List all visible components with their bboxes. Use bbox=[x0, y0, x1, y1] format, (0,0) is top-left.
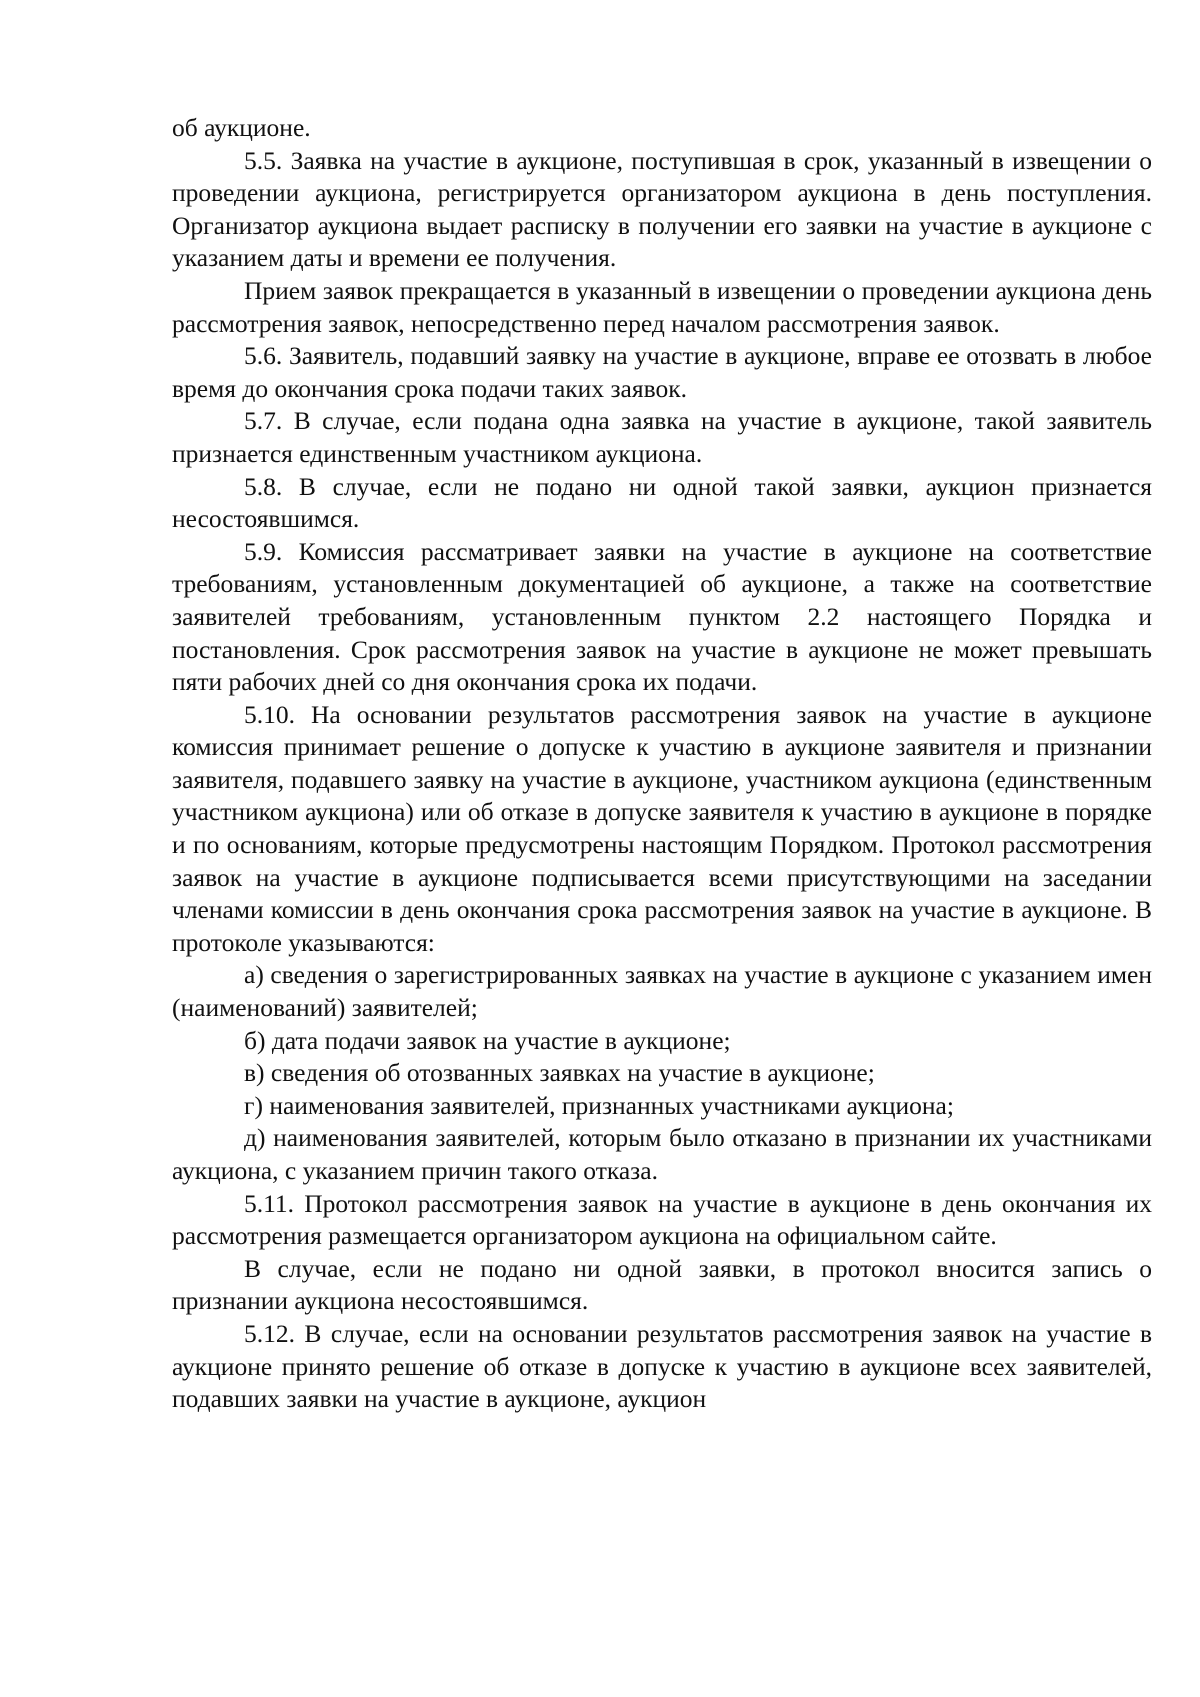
paragraph-5-5-acceptance: Прием заявок прекращается в указанный в извещении о проведении аукциона день рассмотрения заявок, непосредственно перед началом рассмотрения заявок. bbox=[172, 275, 1152, 338]
paragraph-5-8: 5.8. В случае, если не подано ни одной такой заявки, аукцион признается несостоявшимся. bbox=[172, 471, 1152, 534]
paragraph-5-11-no-bids: В случае, если не подано ни одной заявки, в протокол вносится запись о признании аукциона несостоявшимся. bbox=[172, 1253, 1152, 1316]
list-item-b: б) дата подачи заявок на участие в аукционе; bbox=[244, 1025, 731, 1055]
paragraph-5-5: 5.5. Заявка на участие в аукционе, поступившая в срок, указанный в извещении о проведении аукциона, регистрируется организатором аукциона в день поступления. Организатор аукциона выдает расписку в получении его заявки на участие в аукционе с указанием даты и времени ее получения. bbox=[172, 145, 1152, 273]
paragraph-5-11: 5.11. Протокол рассмотрения заявок на участие в аукционе в день окончания их рассмотрения размещается организатором аукциона на официальном сайте. bbox=[172, 1188, 1152, 1251]
paragraph-5-7: 5.7. В случае, если подана одна заявка на участие в аукционе, такой заявитель признается единственным участником аукциона. bbox=[172, 406, 1152, 468]
list-item-a: а) сведения о зарегистрированных заявках на участие в аукционе с указанием имен (наименований) заявителей; bbox=[172, 960, 1152, 1023]
list-item-d: д) наименования заявителей, которым было отказано в признании их участниками аукциона, с указанием причин такого отказа. bbox=[172, 1123, 1152, 1185]
paragraph-5-12: 5.12. В случае, если на основании результатов рассмотрения заявок на участие в аукционе принято решение об отказе в допуске к участию в аукционе всех заявителей, подавших заявки на участие в аукционе, аукцион bbox=[172, 1318, 1152, 1414]
paragraph-continuation: об аукционе. bbox=[172, 113, 311, 142]
list-item-v: в) сведения об отозванных заявках на участие в аукционе; bbox=[244, 1058, 875, 1088]
paragraph-5-10: 5.10. На основании результатов рассмотрения заявок на участие в аукционе комиссия принимает решение о допуске к участию в аукционе заявителя и признании заявителя, подавшего заявку на участие в аукционе, участником аукциона (единственным участником аукциона) или об отказе в допуске заявителя к участию в аукционе в порядке и по основаниям, которые предусмотрены настоящим Порядком. Протокол рассмотрения заявок на участие в аукционе подписывается всеми присутствующими на заседании членами комиссии в день окончания срока рассмотрения заявок на участие в аукционе. В протоколе указываются: bbox=[172, 699, 1152, 957]
list-item-g: г) наименования заявителей, признанных участниками аукциона; bbox=[244, 1090, 954, 1120]
document-page bbox=[172, 112, 1152, 1416]
paragraph-5-6: 5.6. Заявитель, подавший заявку на участие в аукционе, вправе ее отозвать в любое время до окончания срока подачи таких заявок. bbox=[172, 341, 1152, 403]
paragraph-5-9: 5.9. Комиссия рассматривает заявки на участие в аукционе на соответствие требованиям, установленным документацией об аукционе, а также на соответствие заявителей требованиям, установленным пунктом 2.2 настоящего Порядка и постановления. Срок рассмотрения заявок на участие в аукционе не может превышать пяти рабочих дней со дня окончания срока их подачи. bbox=[172, 536, 1152, 697]
